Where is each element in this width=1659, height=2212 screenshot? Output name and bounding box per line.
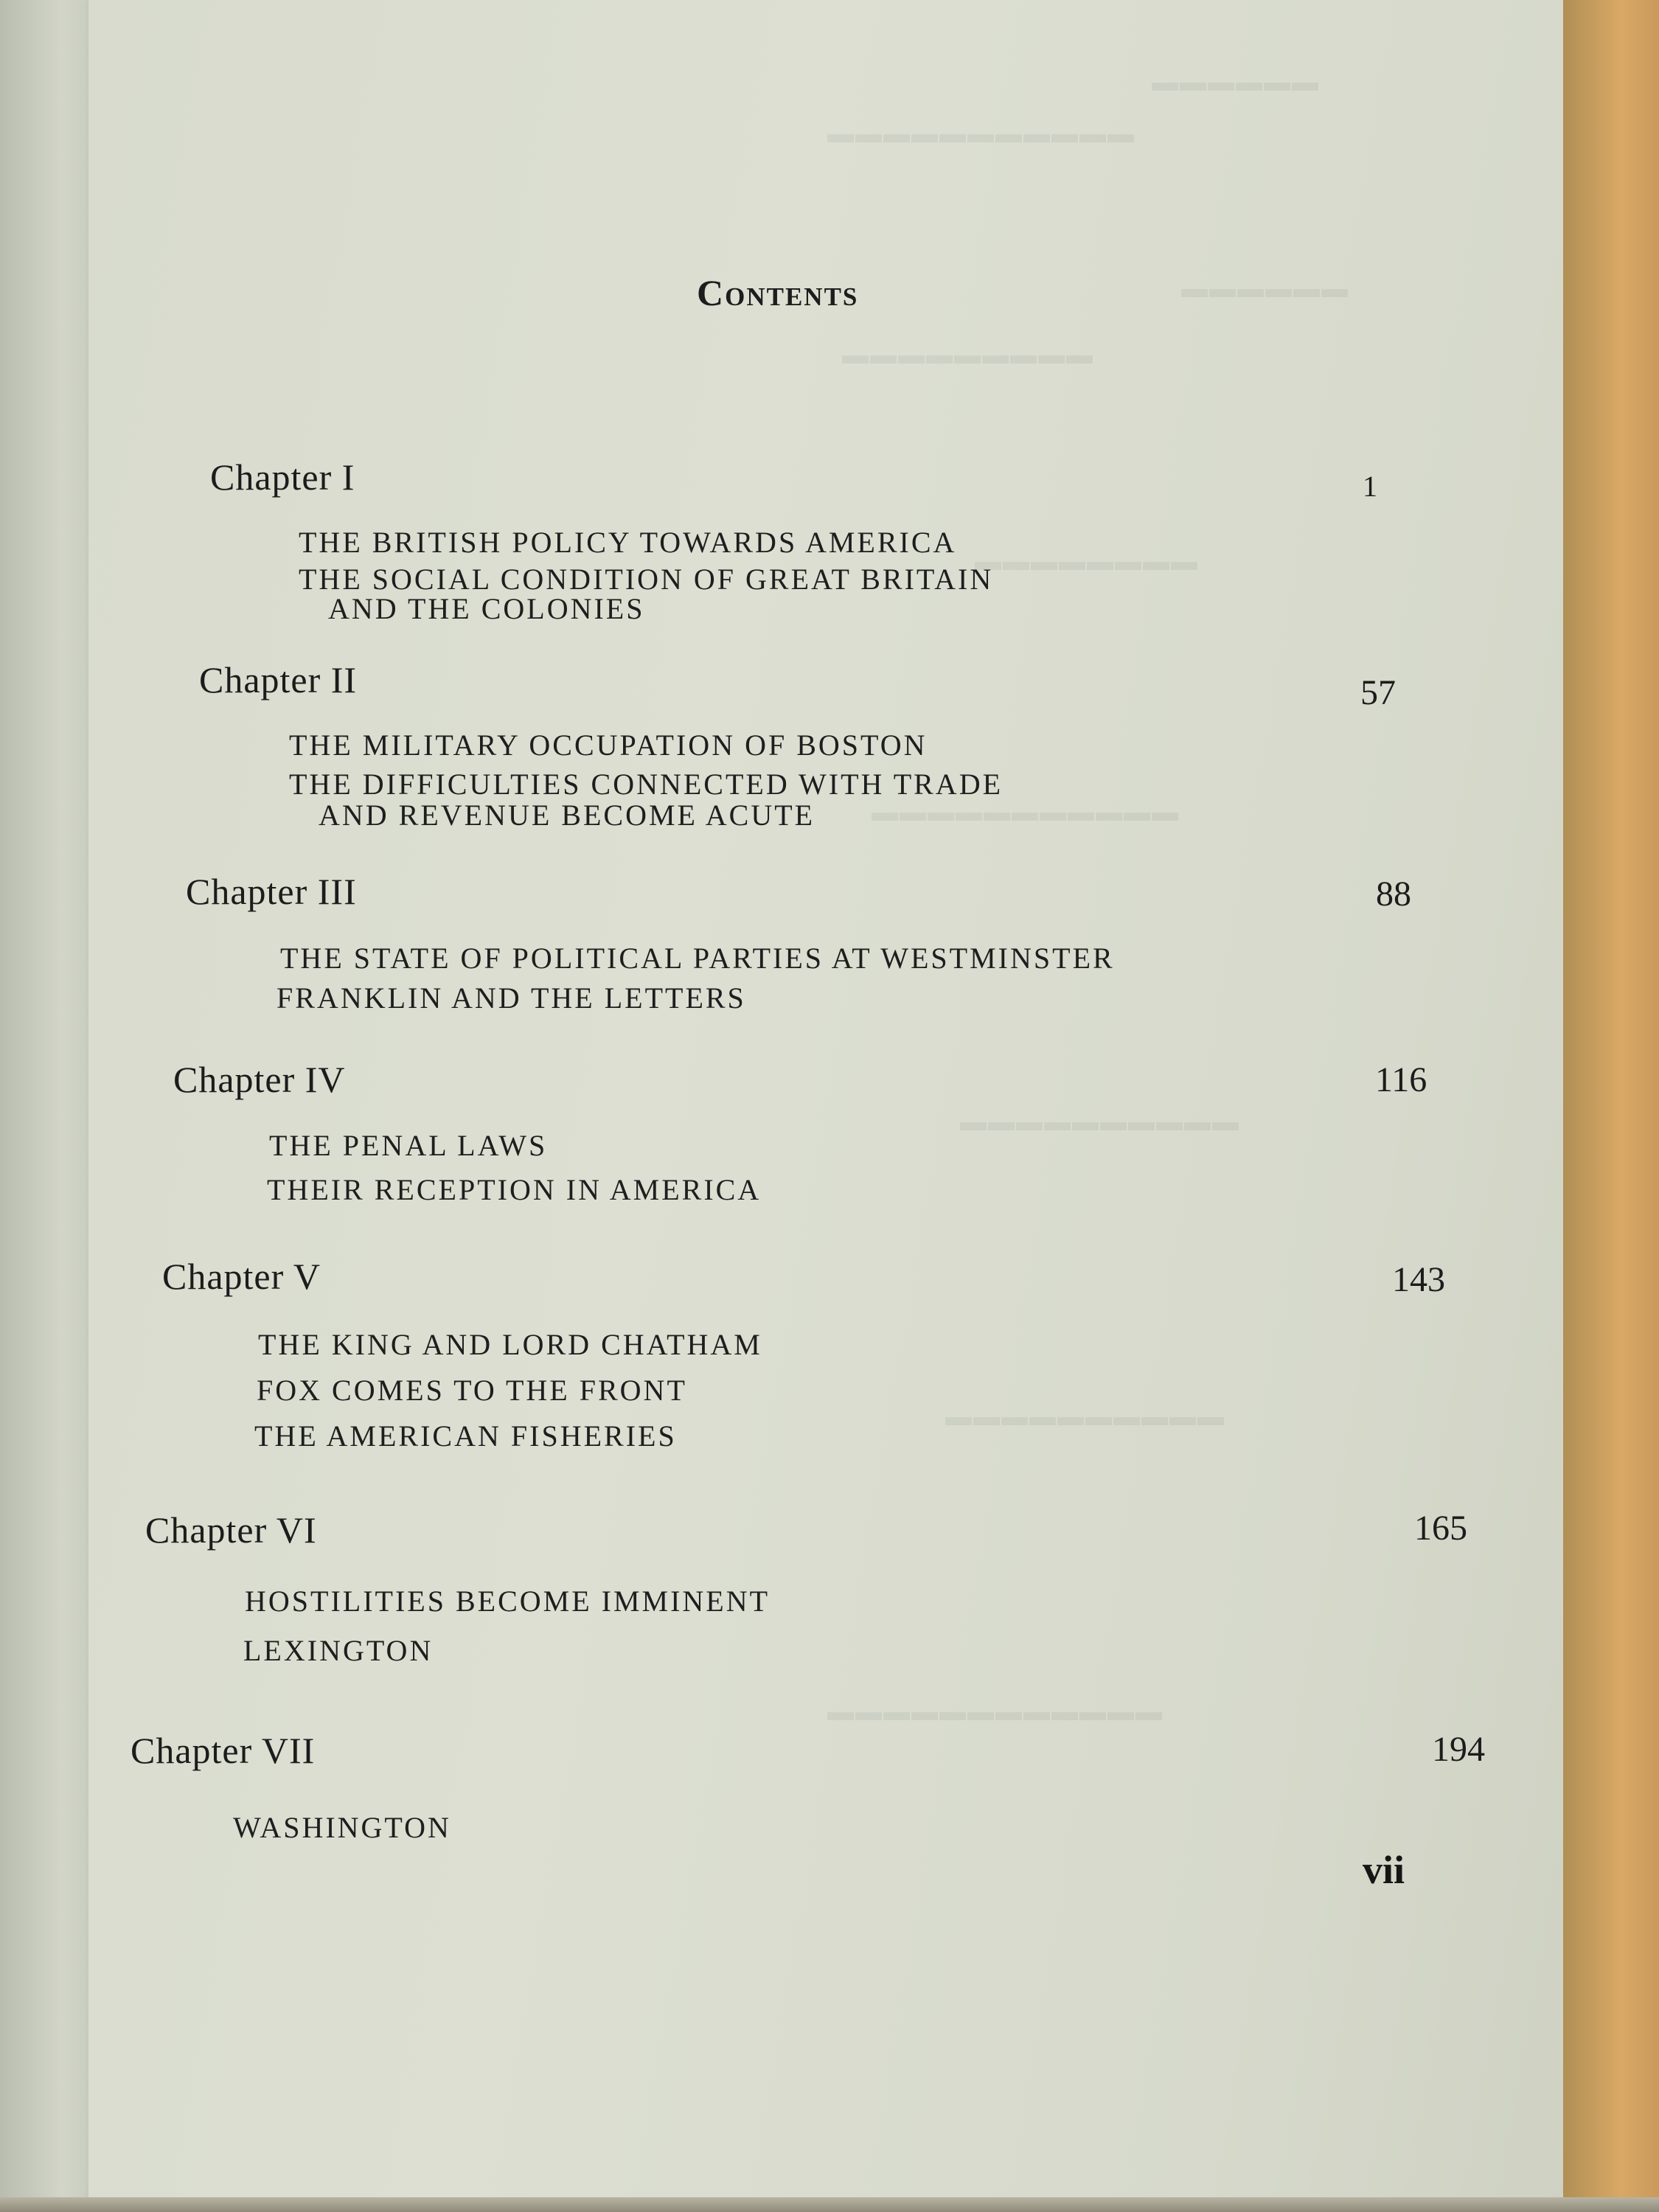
show-through-text: ▬▬▬▬▬▬▬▬ xyxy=(973,546,1197,576)
chapter-subtopic: THE KING AND LORD CHATHAM xyxy=(258,1328,762,1361)
chapter-heading: Chapter IV xyxy=(173,1059,346,1100)
chapter-page-number: 88 xyxy=(1376,874,1411,914)
chapter-heading: Chapter III xyxy=(186,871,357,912)
chapter-subtopic: WASHINGTON xyxy=(233,1811,451,1844)
show-through-text: ▬▬▬▬▬▬▬▬▬▬ xyxy=(944,1402,1224,1431)
chapter-subtopic: AND THE COLONIES xyxy=(328,592,645,625)
chapter-page-number: 143 xyxy=(1392,1260,1445,1299)
chapter-subtopic: THE STATE OF POLITICAL PARTIES AT WESTMINSTER xyxy=(280,942,1115,975)
chapter-page-number: 1 xyxy=(1363,470,1377,503)
page-bottom-edge xyxy=(0,2197,1659,2212)
chapter-subtopic: THE MILITARY OCCUPATION OF BOSTON xyxy=(289,728,928,762)
chapter-heading: Chapter VII xyxy=(131,1730,316,1771)
show-through-text: ▬▬▬▬▬▬▬▬▬▬▬▬ xyxy=(826,1697,1162,1726)
chapter-subtopic: THE PENAL LAWS xyxy=(269,1129,548,1162)
chapter-subtopic: AND REVENUE BECOME ACUTE xyxy=(319,799,815,832)
chapter-subtopic: THE AMERICAN FISHERIES xyxy=(254,1419,677,1453)
chapter-heading: Chapter V xyxy=(162,1256,321,1297)
chapter-subtopic: FRANKLIN AND THE LETTERS xyxy=(276,981,746,1015)
show-through-text: ▬▬▬▬▬▬▬▬▬▬▬ xyxy=(826,119,1134,148)
page-title: Contents xyxy=(697,272,859,313)
chapter-subtopic: THE SOCIAL CONDITION OF GREAT BRITAIN xyxy=(299,563,994,596)
chapter-subtopic: THE BRITISH POLICY TOWARDS AMERICA xyxy=(299,526,957,559)
chapter-subtopic: FOX COMES TO THE FRONT xyxy=(257,1374,687,1407)
chapter-page-number: 57 xyxy=(1360,673,1396,712)
show-through-text: ▬▬▬▬▬▬▬▬▬ xyxy=(841,340,1093,369)
chapter-heading: Chapter I xyxy=(210,456,355,498)
show-through-text: ▬▬▬▬▬▬▬▬▬▬ xyxy=(959,1107,1239,1136)
chapter-heading: Chapter II xyxy=(199,659,358,700)
chapter-page-number: 194 xyxy=(1432,1730,1485,1769)
chapter-subtopic: HOSTILITIES BECOME IMMINENT xyxy=(245,1585,771,1618)
book-spine-shadow xyxy=(0,0,103,2212)
chapter-subtopic: THE DIFFICULTIES CONNECTED WITH TRADE xyxy=(289,768,1004,801)
chapter-heading: Chapter VI xyxy=(145,1509,317,1551)
show-through-text: ▬▬▬▬▬▬ xyxy=(1180,274,1348,303)
chapter-subtopic: LEXINGTON xyxy=(243,1634,434,1667)
chapter-page-number: 165 xyxy=(1414,1509,1467,1548)
show-through-text: ▬▬▬▬▬▬ xyxy=(1150,67,1318,97)
show-through-text: ▬▬▬▬▬▬▬▬▬▬▬ xyxy=(870,797,1178,827)
page-folio: vii xyxy=(1363,1848,1405,1892)
page-edges xyxy=(1563,0,1659,2212)
chapter-page-number: 116 xyxy=(1375,1060,1427,1099)
chapter-subtopic: THEIR RECEPTION IN AMERICA xyxy=(267,1173,762,1206)
